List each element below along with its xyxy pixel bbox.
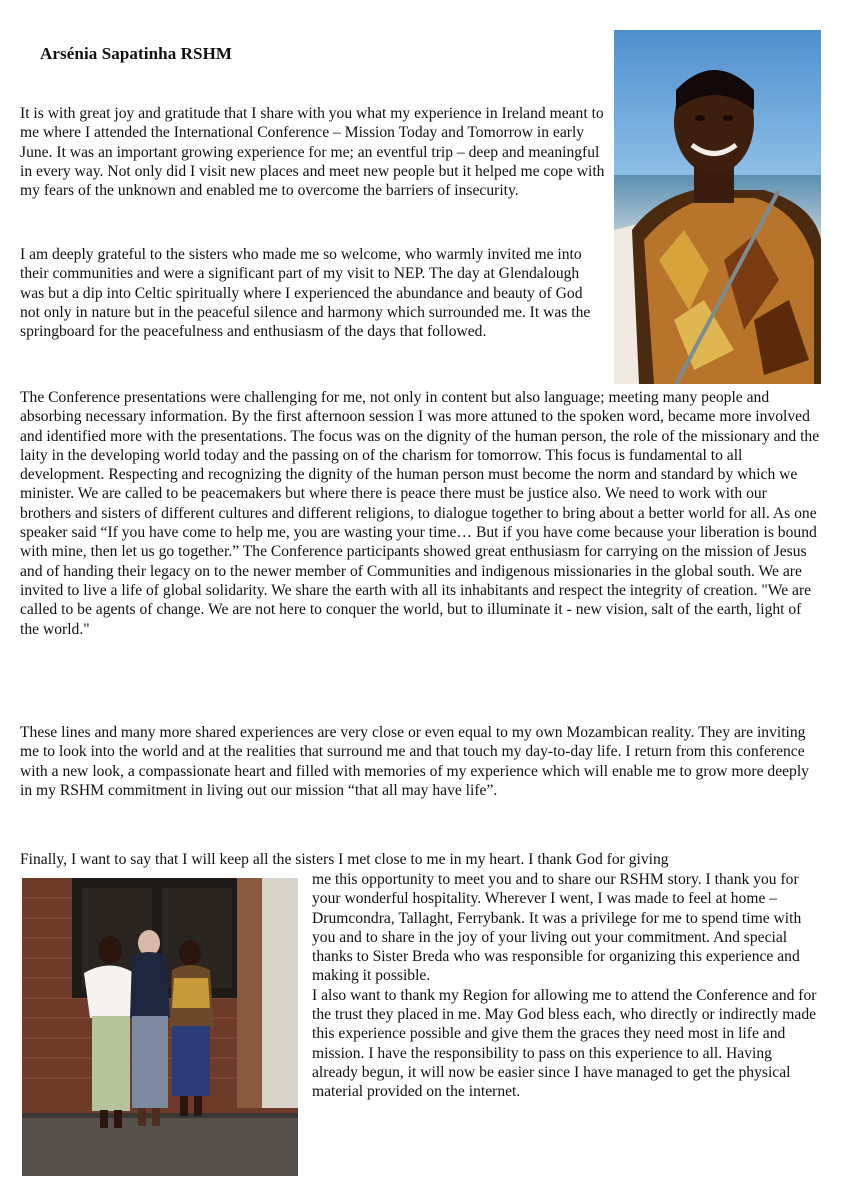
paragraph-intro: It is with great joy and gratitude that I share with you what my experience in Ireland meant to me where I attended the International Conference – Mission Today and Tomorrow in early June. It was an important growing experience for me; an eventful trip – deep and meaningful in every way. Not only did I visit new places and meet new people but it helped me cope with my fears of the unknown and enabled me to overcome the barriers of insecurity.	[20, 105, 605, 200]
paragraph-gratitude: I am deeply grateful to the sisters who made me so welcome, who warmly invited me into their communities and were a significant part of my visit to NEP. The day at Glendalough was but a dip into Celtic spiritually where I experienced the abundance and beauty of God not only in nature but in the peaceful silence and harmony which surrounded me. It was the springboard for the peacefulness and enthusiasm of the days that followed.	[20, 246, 591, 341]
paragraph-reality: These lines and many more shared experiences are very close or even equal to my own Mozambican reality. They are inviting me to look into the world and at the realities that surround me and that touch my day-to-day life. I return from this conference with a new look, a compassionate heart and filled with memories of my experience which will enable me to grow more deeply in my RSHM commitment in living out our mission “that all may have life”.	[20, 724, 809, 799]
document-title: Arsénia Sapatinha RSHM	[40, 44, 233, 63]
paragraph-finally-rest: me this opportunity to meet you and to share our RSHM story. I thank you for your wonderful hospitality. Wherever I went, I was made to feel at home – Drumcondra, Tallaght, Ferrybank. It was a privilege for me to spend time with you and to share in the joy of your living out your commitment. And special thanks to Sister Breda who was responsible for organizing this experience and making it possible.	[312, 871, 802, 985]
portrait-photo	[614, 30, 821, 384]
group-photo	[22, 878, 298, 1176]
paragraph-conference: The Conference presentations were challenging for me, not only in content but also language; meeting many people and absorbing necessary information. By the first afternoon session I was more attuned to the spoken word, became more involved and identified more with the presentations. The focus was on the dignity of the human person, the role of the missionary and the laity in the developing world today and the passing on of the charism for tomorrow. This focus is fundamental to all development. Respecting and recognizing the dignity of the human person must become the norm and standard by which we minister. We are called to be peacemakers but where there is peace there must be justice also. We need to work with our brothers and sisters of different cultures and different religions, to dialogue together to bring about a better world for all. As one speaker said “If you have come to help me, you are wasting your time… But if you have come because your liberation is bound with mine, then let us go together.” The Conference participants showed great enthusiasm for carrying on the mission of Jesus and of handing their legacy on to the newer member of Communities and indigenous missionaries in the global south. We are invited to live a life of global solidarity. We share the earth with all its inhabitants and respect the integrity of creation. "We are called to be agents of change. We are not here to conquer the world, but to illuminate it - new vision, salt of the earth, light of the world."	[20, 389, 820, 638]
paragraph-finally-first-line: Finally, I want to say that I will keep all the sisters I met close to me in my heart. I thank God for giving	[20, 851, 669, 868]
portrait-photo-graphic	[614, 30, 821, 384]
paragraph-finally-wrapped	[312, 870, 817, 1102]
paragraph-thanks-region: I also want to thank my Region for allowing me to attend the Conference and for the trust they placed in me. May God bless each, who directly or indirectly made this experience possible and give them the graces they need most in life and mission. I have the responsibility to pass on this experience to all. Having already begun, it will now be easier since I have managed to get the physical material provided on the internet.	[312, 986, 817, 1101]
group-photo-graphic	[22, 878, 298, 1176]
